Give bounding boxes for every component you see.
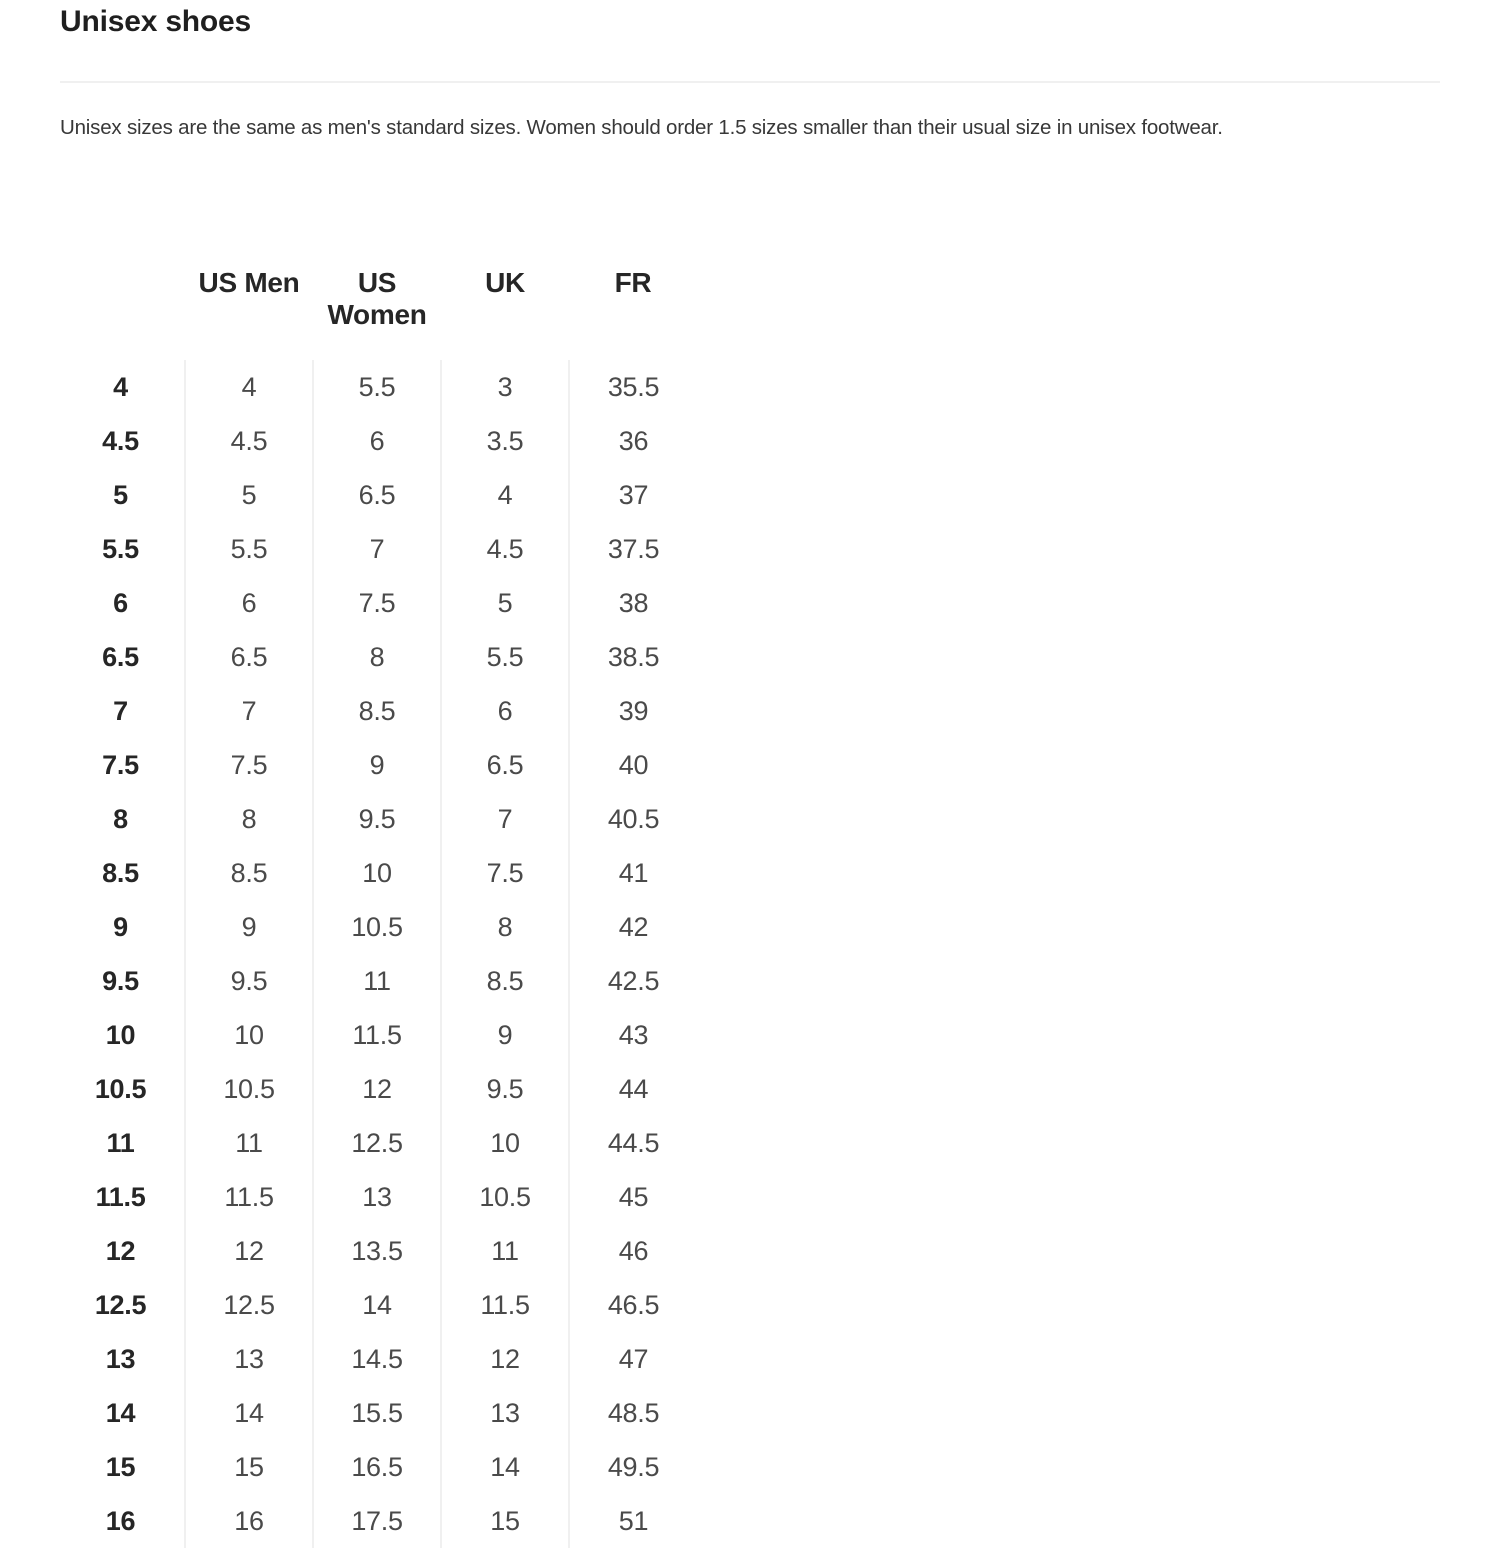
fr-cell: 47 [569,1332,697,1386]
us-men-cell: 7 [185,684,313,738]
uk-cell: 7 [441,792,569,846]
table-row [57,414,697,468]
fr-cell: 39 [569,684,697,738]
fr-cell: 36 [569,414,697,468]
fr-cell: 41 [569,846,697,900]
fr-cell: 44 [569,1062,697,1116]
uk-cell: 4 [441,468,569,522]
table-row [57,1278,697,1332]
us-men-cell: 10.5 [185,1062,313,1116]
us-women-cell: 10.5 [313,900,441,954]
fr-cell: 42.5 [569,954,697,1008]
size-label-cell: 4 [113,371,128,402]
fr-cell: 43 [569,1008,697,1062]
table-row [57,1332,697,1386]
us-men-cell: 12 [185,1224,313,1278]
us-women-cell: 11 [313,954,441,1008]
header-row [57,267,697,360]
table-row [57,792,697,846]
table-row [57,1008,697,1062]
us-men-cell: 4 [185,360,313,414]
us-women-cell: 16.5 [313,1440,441,1494]
table-row [57,360,697,414]
table-row [57,684,697,738]
fr-cell: 49.5 [569,1440,697,1494]
size-label-cell: 11.5 [95,1181,146,1212]
us-men-cell: 5 [185,468,313,522]
uk-cell: 14 [441,1440,569,1494]
table-row [57,846,697,900]
uk-cell: 10.5 [441,1170,569,1224]
fr-cell: 37.5 [569,522,697,576]
fr-cell: 48.5 [569,1386,697,1440]
uk-cell: 8.5 [441,954,569,1008]
uk-cell: 12 [441,1332,569,1386]
us-men-cell: 4.5 [185,414,313,468]
size-label-cell: 6.5 [102,641,139,672]
uk-cell: 3 [441,360,569,414]
us-men-cell: 8 [185,792,313,846]
uk-cell: 9.5 [441,1062,569,1116]
us-men-cell: 6 [185,576,313,630]
us-men-cell: 14 [185,1386,313,1440]
uk-cell: 6.5 [441,738,569,792]
column-header-uk: UK [485,267,525,298]
us-men-cell: 9 [185,900,313,954]
page-title: Unisex shoes [60,5,252,38]
uk-cell: 11 [441,1224,569,1278]
us-men-cell: 6.5 [185,630,313,684]
column-header-us-women: US Women [327,267,427,330]
us-men-cell: 10 [185,1008,313,1062]
column-header-size [57,267,185,360]
fr-cell: 45 [569,1170,697,1224]
table-row [57,1440,697,1494]
column-header-us-men: US Men [198,267,300,298]
table-row [57,1116,697,1170]
size-chart-body [57,360,697,1548]
fr-cell: 38 [569,576,697,630]
fr-cell: 35.5 [569,360,697,414]
size-label-cell: 10 [105,1019,136,1050]
uk-cell: 15 [441,1494,569,1548]
size-label-cell: 8 [113,803,128,834]
column-header-fr: FR [614,267,652,298]
us-men-cell: 11.5 [185,1170,313,1224]
size-chart-table [57,267,697,1548]
us-women-cell: 7 [313,522,441,576]
uk-cell: 10 [441,1116,569,1170]
uk-cell: 5.5 [441,630,569,684]
size-label-cell: 8.5 [102,857,139,888]
table-row [57,522,697,576]
size-label-cell: 12 [105,1235,136,1266]
size-label-cell: 15 [105,1451,136,1482]
fr-cell: 40.5 [569,792,697,846]
uk-cell: 7.5 [441,846,569,900]
us-women-cell: 6 [313,414,441,468]
size-label-cell: 14 [105,1397,136,1428]
table-row [57,1170,697,1224]
us-women-cell: 15.5 [313,1386,441,1440]
size-label-cell: 6 [113,587,128,618]
fr-cell: 42 [569,900,697,954]
uk-cell: 5 [441,576,569,630]
us-men-cell: 8.5 [185,846,313,900]
uk-cell: 11.5 [441,1278,569,1332]
us-women-cell: 11.5 [313,1008,441,1062]
us-women-cell: 8.5 [313,684,441,738]
us-women-cell: 12.5 [313,1116,441,1170]
size-label-cell: 9 [113,911,128,942]
uk-cell: 13 [441,1386,569,1440]
us-women-cell: 13.5 [313,1224,441,1278]
us-men-cell: 5.5 [185,522,313,576]
size-chart-header [57,267,697,360]
fr-cell: 44.5 [569,1116,697,1170]
uk-cell: 9 [441,1008,569,1062]
us-women-cell: 17.5 [313,1494,441,1548]
table-row [57,468,697,522]
size-label-cell: 7 [113,695,128,726]
size-info-text: Unisex sizes are the same as men's standard sizes. Women should order 1.5 sizes smaller than their usual size in unisex footwear. [60,116,1223,139]
us-men-cell: 9.5 [185,954,313,1008]
size-label-cell: 5.5 [102,533,139,564]
size-label-cell: 4.5 [102,425,139,456]
us-men-cell: 16 [185,1494,313,1548]
us-men-cell: 7.5 [185,738,313,792]
us-women-cell: 5.5 [313,360,441,414]
fr-cell: 37 [569,468,697,522]
table-row [57,900,697,954]
us-men-cell: 12.5 [185,1278,313,1332]
size-label-cell: 10.5 [94,1073,147,1104]
uk-cell: 8 [441,900,569,954]
size-label-cell: 16 [105,1505,136,1536]
fr-cell: 46 [569,1224,697,1278]
fr-cell: 38.5 [569,630,697,684]
uk-cell: 3.5 [441,414,569,468]
size-label-cell: 11 [106,1127,135,1158]
us-women-cell: 8 [313,630,441,684]
fr-cell: 46.5 [569,1278,697,1332]
table-row [57,630,697,684]
us-men-cell: 13 [185,1332,313,1386]
table-row [57,576,697,630]
us-women-cell: 13 [313,1170,441,1224]
us-women-cell: 6.5 [313,468,441,522]
us-women-cell: 9 [313,738,441,792]
us-women-cell: 10 [313,846,441,900]
table-row [57,738,697,792]
us-women-cell: 7.5 [313,576,441,630]
table-row [57,1224,697,1278]
us-men-cell: 15 [185,1440,313,1494]
size-label-cell: 12.5 [94,1289,147,1320]
size-label-cell: 13 [105,1343,136,1374]
us-women-cell: 9.5 [313,792,441,846]
uk-cell: 6 [441,684,569,738]
fr-cell: 40 [569,738,697,792]
table-row [57,954,697,1008]
fr-cell: 51 [569,1494,697,1548]
us-men-cell: 11 [185,1116,313,1170]
us-women-cell: 14 [313,1278,441,1332]
uk-cell: 4.5 [441,522,569,576]
size-label-cell: 5 [113,479,128,510]
size-label-cell: 7.5 [102,749,139,780]
size-label-cell: 9.5 [102,965,139,996]
table-row [57,1062,697,1116]
us-women-cell: 14.5 [313,1332,441,1386]
table-row [57,1386,697,1440]
table-row [57,1494,697,1548]
us-women-cell: 12 [313,1062,441,1116]
